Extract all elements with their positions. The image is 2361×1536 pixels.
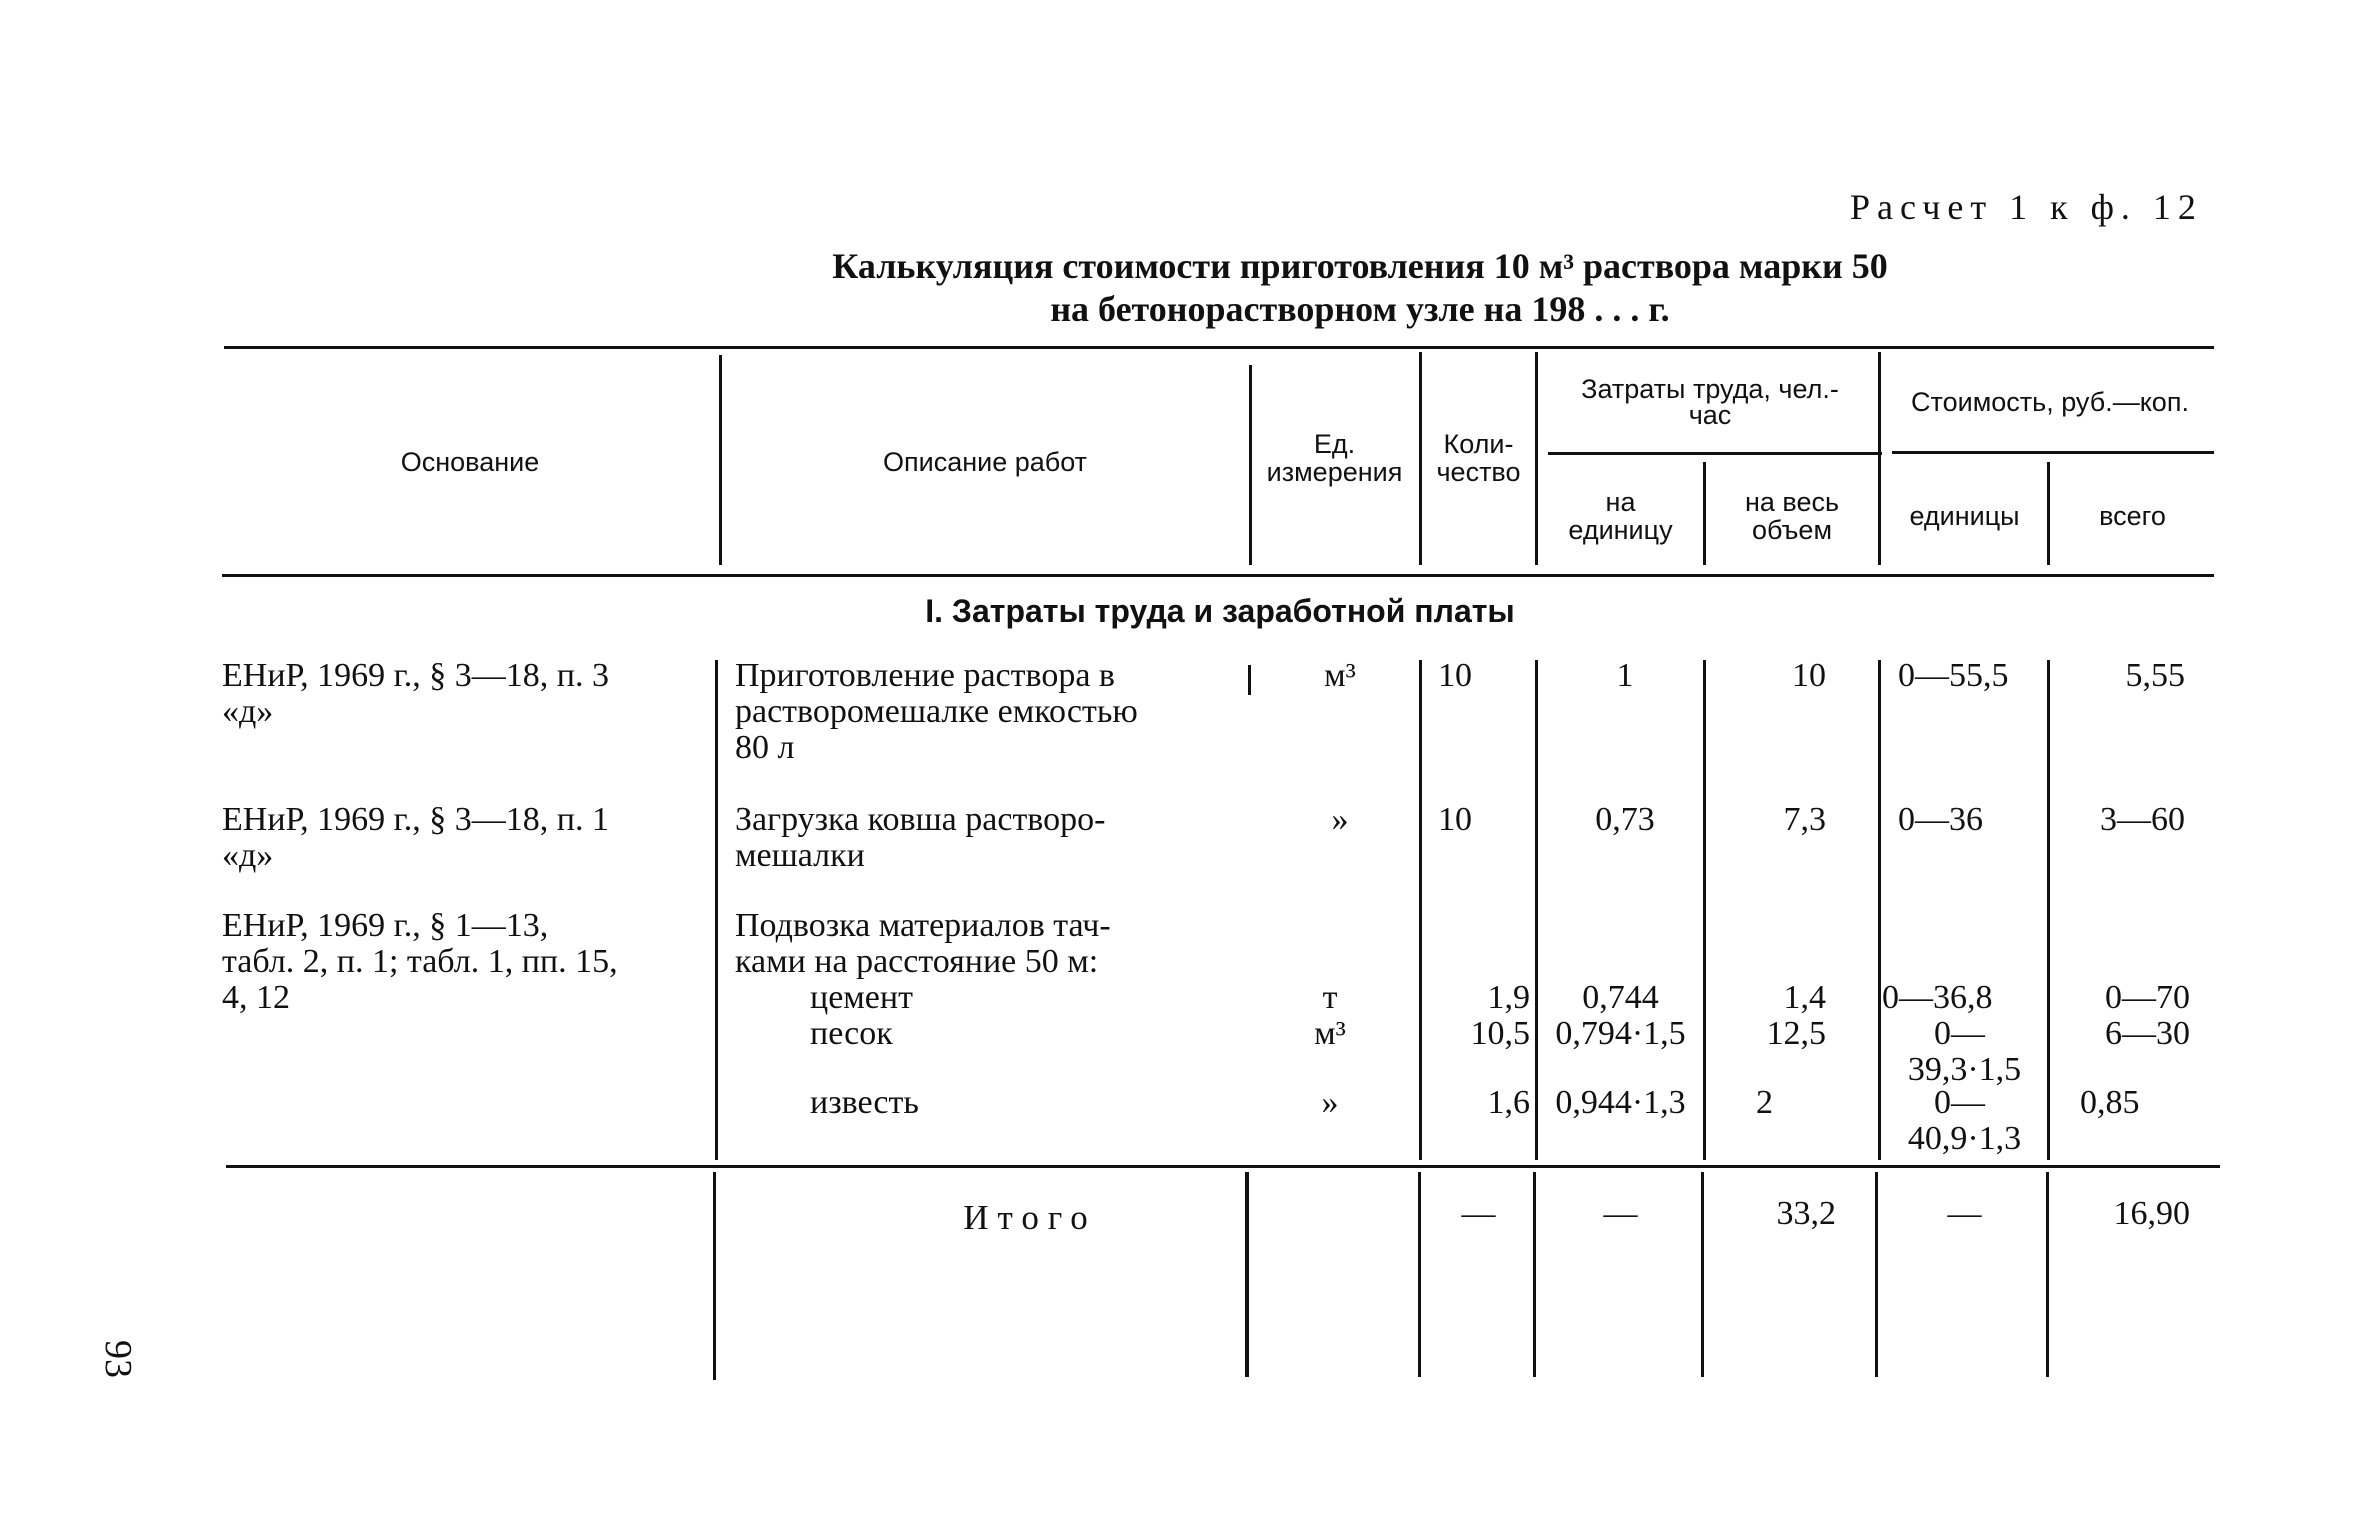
column-header-description: Описание работ	[882, 447, 1088, 477]
item-cement-unit: т	[1322, 979, 1338, 1016]
row-1-unit: м³	[1324, 657, 1356, 694]
column-header-basis: Основание	[400, 447, 540, 477]
total-divider	[1418, 1172, 1421, 1377]
row-1-description	[735, 658, 1227, 766]
column-header-quantity-line1: Коли-	[1443, 429, 1514, 459]
document-title-line-2: на бетонорастворном узле на 198 . . . г.	[1050, 289, 1670, 329]
item-cement-quantity: 1,9	[1487, 979, 1530, 1016]
item-sand-labor-total: 12,5	[1766, 1015, 1826, 1052]
row-2-description-line1: Загрузка ковша растворо-	[735, 801, 1106, 838]
item-sand-cost-per-unit-line2: 39,3·1,5	[1907, 1051, 2022, 1088]
row-1-basis	[222, 658, 609, 730]
body-divider	[1248, 665, 1251, 695]
calculation-reference: Расчет 1 к ф. 12	[1850, 187, 2203, 227]
column-header-labor-per-unit	[1538, 488, 1703, 544]
body-divider	[1878, 660, 1881, 1160]
document-title-line-1: Калькуляция стоимости приготовления 10 м³ раствора марки 50	[832, 246, 1888, 286]
row-2-description	[735, 802, 1227, 874]
page-number: 93	[97, 1340, 139, 1378]
row-2-labor-per-unit: 0,73	[1595, 801, 1655, 838]
item-cement-cost-per-unit: 0—36,8	[1882, 979, 1993, 1016]
item-lime-unit: »	[1321, 1084, 1339, 1121]
item-lime-cost-per-unit	[1882, 1085, 2047, 1157]
body-divider	[715, 660, 718, 1160]
row-3-basis-line3: 4, 12	[222, 979, 290, 1016]
column-header-unit	[1252, 430, 1417, 486]
header-divider	[719, 355, 722, 565]
item-cement-labor-total: 1,4	[1783, 979, 1826, 1016]
item-sand-name: песок	[810, 1015, 893, 1052]
row-1-quantity: 10	[1438, 657, 1472, 694]
row-1-labor-per-unit: 1	[1616, 657, 1634, 694]
row-1-description-line3: 80 л	[735, 729, 795, 766]
item-cement-labor-per-unit: 0,744	[1582, 979, 1659, 1016]
section-title: I. Затраты труда и заработной платы	[925, 593, 1515, 629]
item-lime-labor-per-unit: 0,944·1,3	[1555, 1084, 1686, 1121]
row-3-description-line2: ками на расстояние 50 м:	[735, 943, 1099, 980]
total-labor-per-unit: —	[1603, 1195, 1638, 1232]
row-1-labor-total: 10	[1792, 657, 1826, 694]
row-1-cost-per-unit: 0—55,5	[1898, 657, 2009, 694]
total-divider	[713, 1172, 716, 1380]
row-1-basis-line1: ЕНиР, 1969 г., § 3—18, п. 3	[222, 657, 609, 694]
header-bottom-rule	[222, 574, 2214, 577]
total-quantity: —	[1461, 1195, 1496, 1232]
column-header-labor-total-line1: на весь	[1744, 487, 1840, 517]
row-2-cost-total: 3—60	[2100, 801, 2185, 838]
row-2-basis	[222, 802, 609, 874]
item-lime-cost-per-unit-line2: 40,9·1,3	[1907, 1120, 2022, 1157]
item-lime-cost-total: 0,85	[2080, 1084, 2140, 1121]
row-2-labor-total: 7,3	[1783, 801, 1826, 838]
item-lime-name: известь	[810, 1084, 919, 1121]
row-3-basis-line2: табл. 2, п. 1; табл. 1, пп. 15,	[222, 943, 618, 980]
column-header-labor-total	[1706, 488, 1878, 544]
row-2-cost-per-unit: 0—36	[1898, 801, 1983, 838]
column-header-unit-line1: Ед.	[1313, 429, 1356, 459]
column-header-quantity-line2: чество	[1436, 457, 1521, 487]
column-header-cost-per-unit: единицы	[1909, 501, 2020, 531]
row-2-unit: »	[1331, 801, 1349, 838]
item-sand-cost-per-unit	[1882, 1016, 2047, 1088]
total-label: Итого	[963, 1198, 1097, 1237]
item-cement-name: цемент	[810, 979, 913, 1016]
column-header-labor-per-unit-line2: единицу	[1568, 515, 1673, 545]
total-cost-total: 16,90	[2113, 1195, 2190, 1232]
column-header-labor-total-line2: объем	[1751, 515, 1833, 545]
item-sand-unit: м³	[1314, 1015, 1346, 1052]
total-labor-total: 33,2	[1776, 1195, 1836, 1232]
row-1-basis-line2: «д»	[222, 693, 274, 730]
total-divider	[1245, 1172, 1249, 1377]
row-3-description	[735, 908, 1227, 980]
item-sand-cost-per-unit-line1: 0—	[1934, 1015, 1985, 1052]
column-header-cost: Стоимость, руб.—коп.	[1911, 387, 2189, 417]
item-lime-labor-total: 2	[1756, 1084, 1773, 1121]
body-divider	[2047, 660, 2050, 1160]
column-header-unit-line2: измерения	[1266, 457, 1403, 487]
row-3-basis-line1: ЕНиР, 1969 г., § 1—13,	[222, 907, 549, 944]
row-3-basis	[222, 908, 618, 1016]
labor-subheader-rule	[1548, 452, 1882, 455]
column-header-labor-per-unit-line1: на	[1605, 487, 1636, 517]
column-header-quantity	[1422, 430, 1535, 486]
column-header-labor-line1: Затраты труда, чел.-	[1581, 374, 1839, 404]
row-3-description-line1: Подвозка материалов тач-	[735, 907, 1111, 944]
column-header-cost-total: всего	[2099, 501, 2166, 531]
total-divider	[1875, 1172, 1878, 1377]
total-cost-per-unit: —	[1947, 1195, 1982, 1232]
column-header-labor	[1540, 376, 1880, 428]
item-sand-quantity: 10,5	[1470, 1015, 1530, 1052]
body-divider	[1703, 660, 1706, 1160]
item-cement-cost-total: 0—70	[2105, 979, 2190, 1016]
row-2-basis-line1: ЕНиР, 1969 г., § 3—18, п. 1	[222, 801, 609, 838]
item-sand-cost-total: 6—30	[2105, 1015, 2190, 1052]
body-bottom-rule	[226, 1165, 2220, 1168]
row-2-basis-line2: «д»	[222, 837, 274, 874]
row-2-description-line2: мешалки	[735, 837, 865, 874]
item-lime-quantity: 1,6	[1487, 1084, 1530, 1121]
row-1-description-line1: Приготовление раствора в	[735, 657, 1115, 694]
column-header-labor-line2: час	[1688, 400, 1732, 430]
row-2-quantity: 10	[1438, 801, 1472, 838]
item-sand-labor-per-unit: 0,794·1,5	[1555, 1015, 1686, 1052]
cost-subheader-rule	[1892, 451, 2214, 454]
item-lime-cost-per-unit-line1: 0—	[1934, 1084, 1985, 1121]
table-top-rule	[224, 346, 2214, 349]
row-1-description-line2: растворомешалке емкостью	[735, 693, 1138, 730]
row-1-cost-total: 5,55	[2125, 657, 2185, 694]
